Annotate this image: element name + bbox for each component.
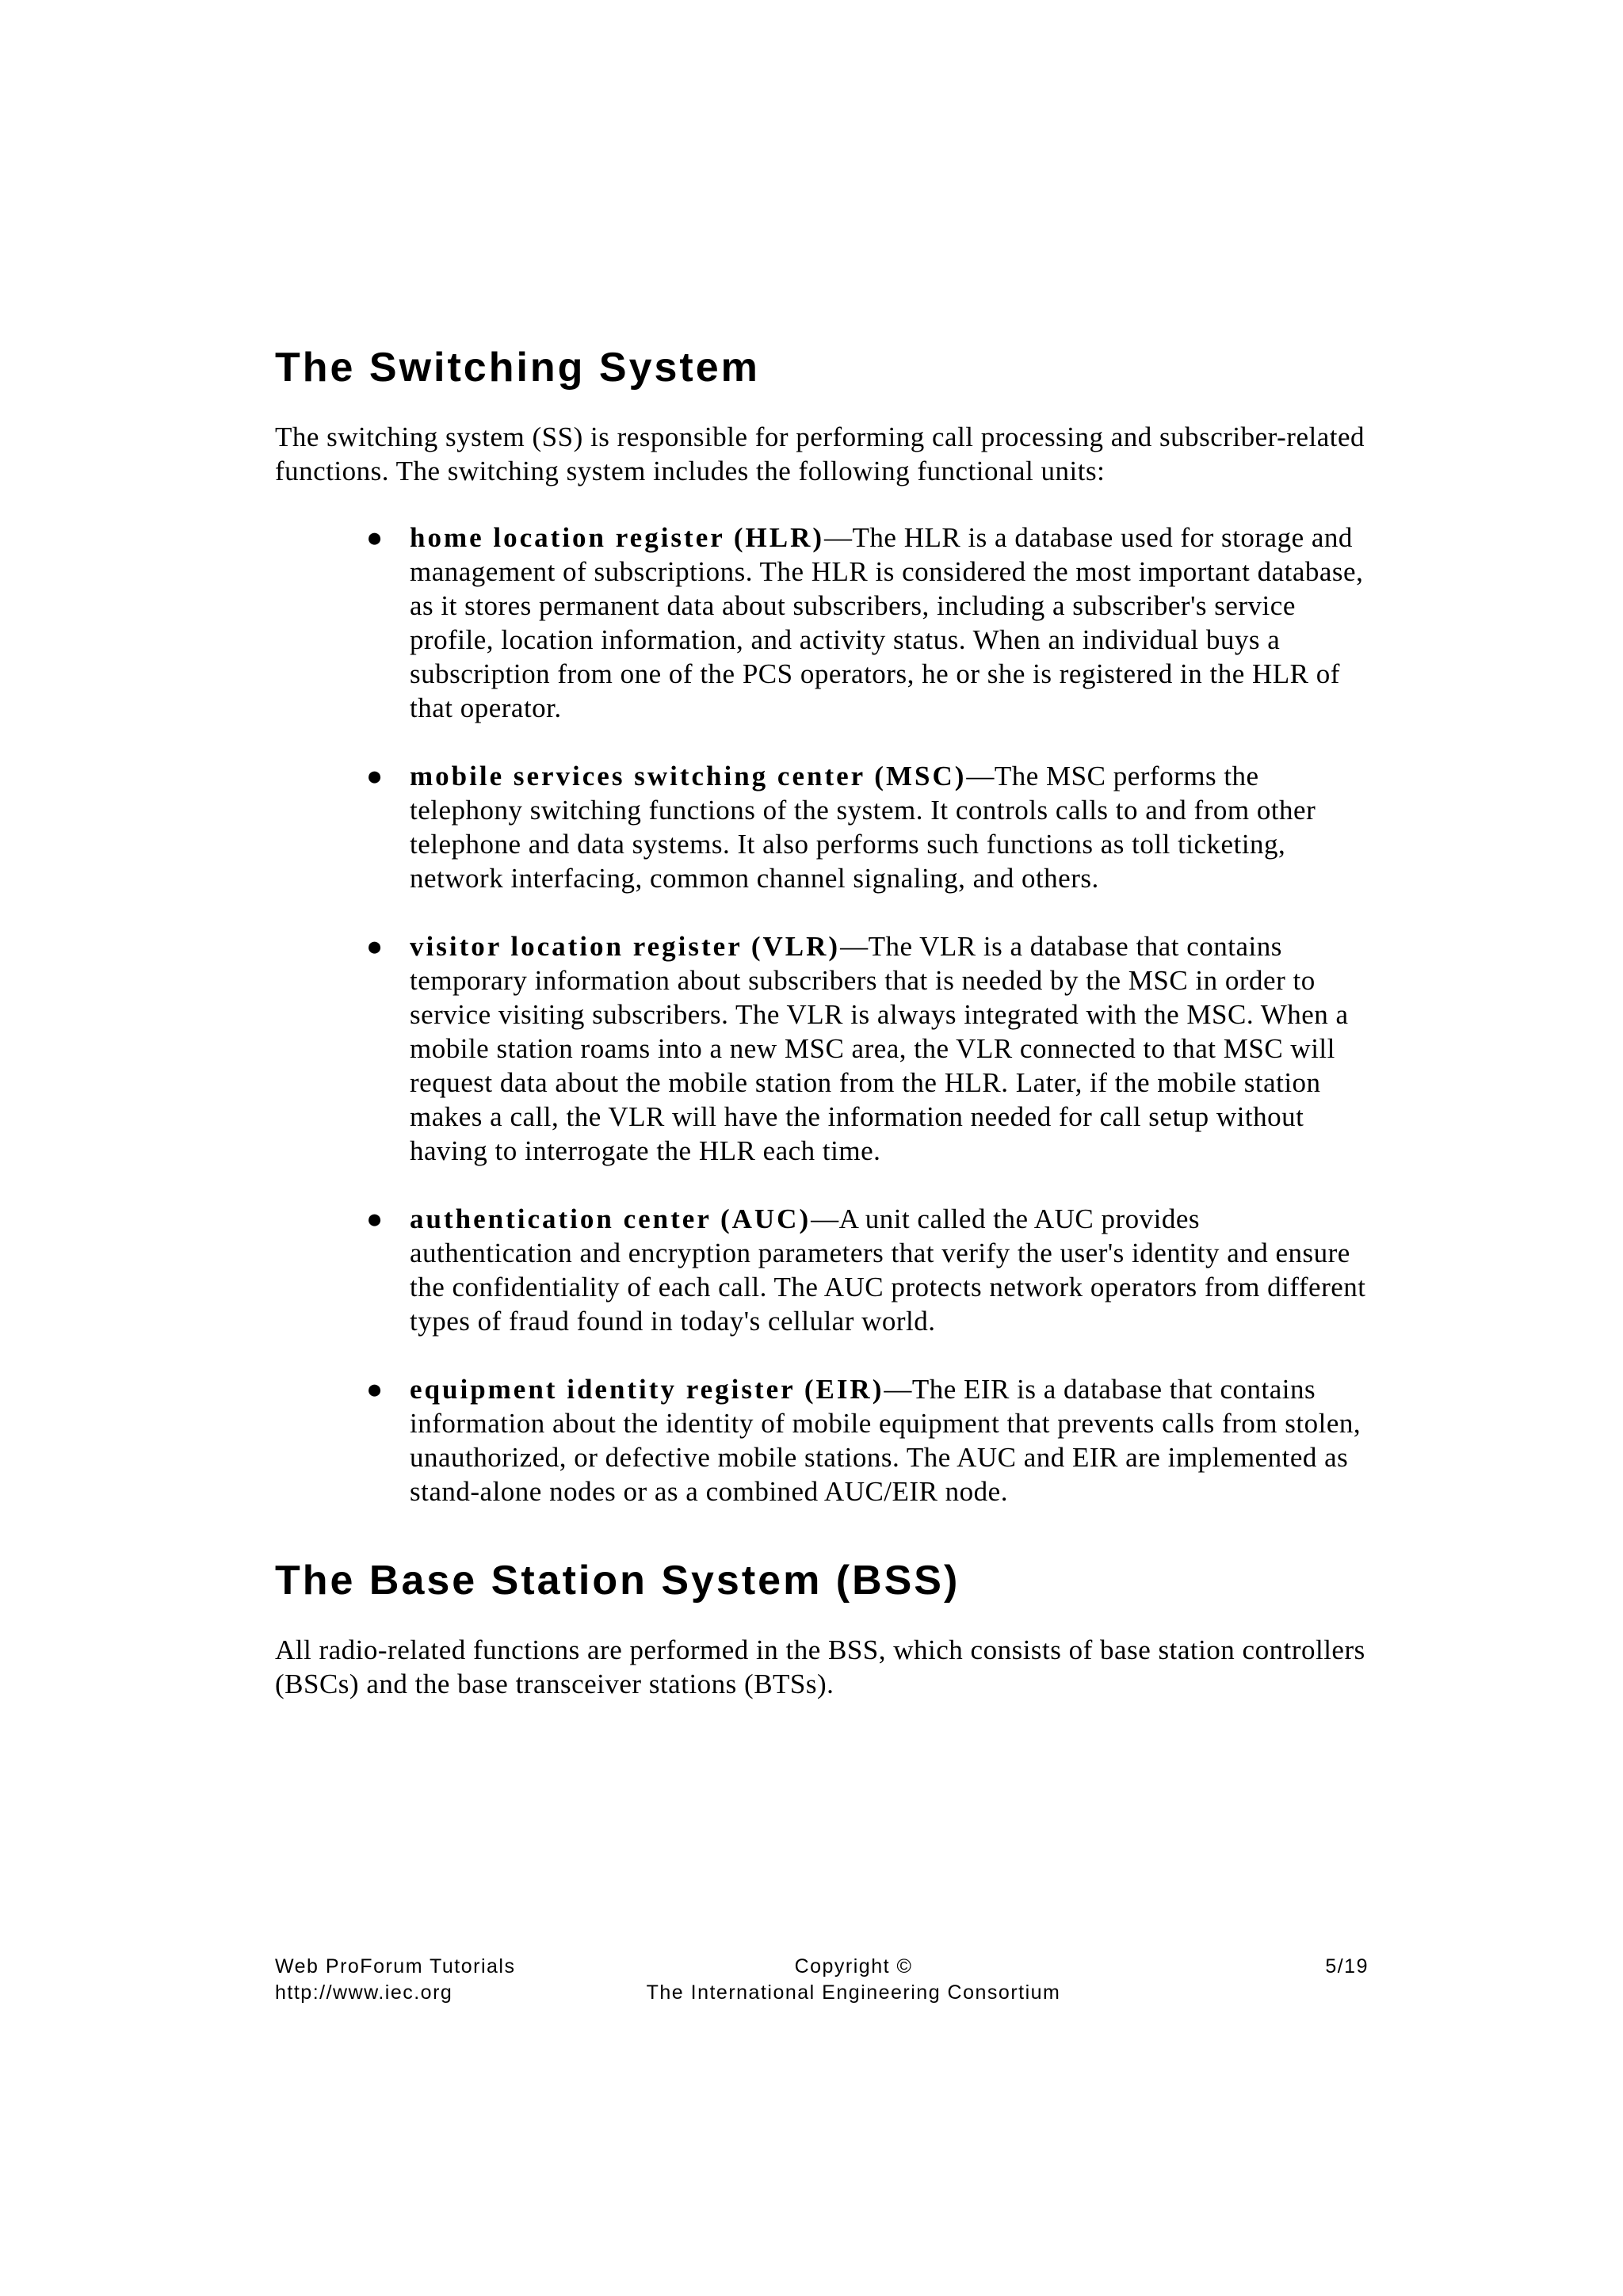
- definition-hlr: —The HLR is a database used for storage and management of subscriptions. The HLR is considered the most important database, as it stores permanent data about subscribers, including a subscriber's service profile, location information, and activity status. When an individual buys a subscription from one of the PCS operators, he or she is registered in the HLR of that operator.: [410, 522, 1364, 723]
- footer-url: http://www.iec.org: [275, 1981, 453, 2004]
- section-intro-paragraph: All radio-related functions are performed in the BSS, which consists of base station controllers (BSCs) and the base transceiver stations (BTSs).: [275, 1634, 1365, 1699]
- definition-eir: —The EIR is a database that contains information about the identity of mobile equipment that prevents calls from stolen, unauthorized, or defective mobile stations. The AUC and EIR are implemented as stand-alone nodes or as a combined AUC/EIR node.: [410, 1374, 1361, 1507]
- footer-left: [275, 1954, 515, 2006]
- term-auc: authentication center (AUC): [410, 1203, 812, 1234]
- bullet-icon: ●: [366, 931, 384, 962]
- footer-center: [628, 1954, 1079, 2006]
- footer-publication: Web ProForum Tutorials: [275, 1955, 516, 1978]
- list-item-eir: [275, 1372, 1369, 1508]
- section-heading-switching-system: The Switching System: [275, 345, 760, 391]
- list-item-auc: [275, 1202, 1369, 1338]
- bullet-icon: ●: [366, 1374, 384, 1405]
- section-intro-paragraph: The switching system (SS) is responsible for performing call processing and subscriber-related functions. The switching system includes the following functional units:: [275, 421, 1365, 486]
- term-eir: equipment identity register (EIR): [410, 1374, 884, 1405]
- definition-msc: —The MSC performs the telephony switching functions of the system. It controls calls to and from other telephone and data systems. It also performs such functions as toll ticketing, network interfacing, common channel signaling, and others.: [410, 761, 1316, 894]
- functional-units-list: [275, 521, 1369, 1508]
- footer-organization: The International Engineering Consortium: [646, 1981, 1061, 2004]
- list-item-hlr: [275, 521, 1369, 725]
- bullet-icon: ●: [366, 1203, 384, 1234]
- page-number: 5/19: [1325, 1955, 1369, 1978]
- term-hlr: home location register (HLR): [410, 522, 825, 553]
- section-heading-base-station-system: The Base Station System (BSS): [275, 1558, 960, 1604]
- footer-right: [1325, 1954, 1369, 1980]
- list-item-msc: [275, 759, 1369, 895]
- term-vlr: visitor location register (VLR): [410, 931, 841, 962]
- definition-vlr: —The VLR is a database that contains temporary information about subscribers that is needed by the MSC in order to service visiting subscribers. The VLR is always integrated with the MSC. When a mobile station roams into a new MSC area, the VLR connected to that MSC will request data about the mobile station from the HLR. Later, if the mobile station makes a call, the VLR will have the information needed for call setup without having to interrogate the HLR each time.: [410, 931, 1349, 1166]
- bullet-icon: ●: [366, 761, 384, 791]
- term-msc: mobile services switching center (MSC): [410, 761, 967, 791]
- page-content: [275, 339, 1369, 1701]
- bullet-icon: ●: [366, 522, 384, 553]
- definition-auc: —A unit called the AUC provides authentication and encryption parameters that verify the user's identity and ensure the confidentiality of each call. The AUC protects network operators from different types of fraud found in today's cellular world.: [410, 1203, 1366, 1337]
- list-item-vlr: [275, 929, 1369, 1168]
- footer-copyright: Copyright ©: [794, 1955, 913, 1978]
